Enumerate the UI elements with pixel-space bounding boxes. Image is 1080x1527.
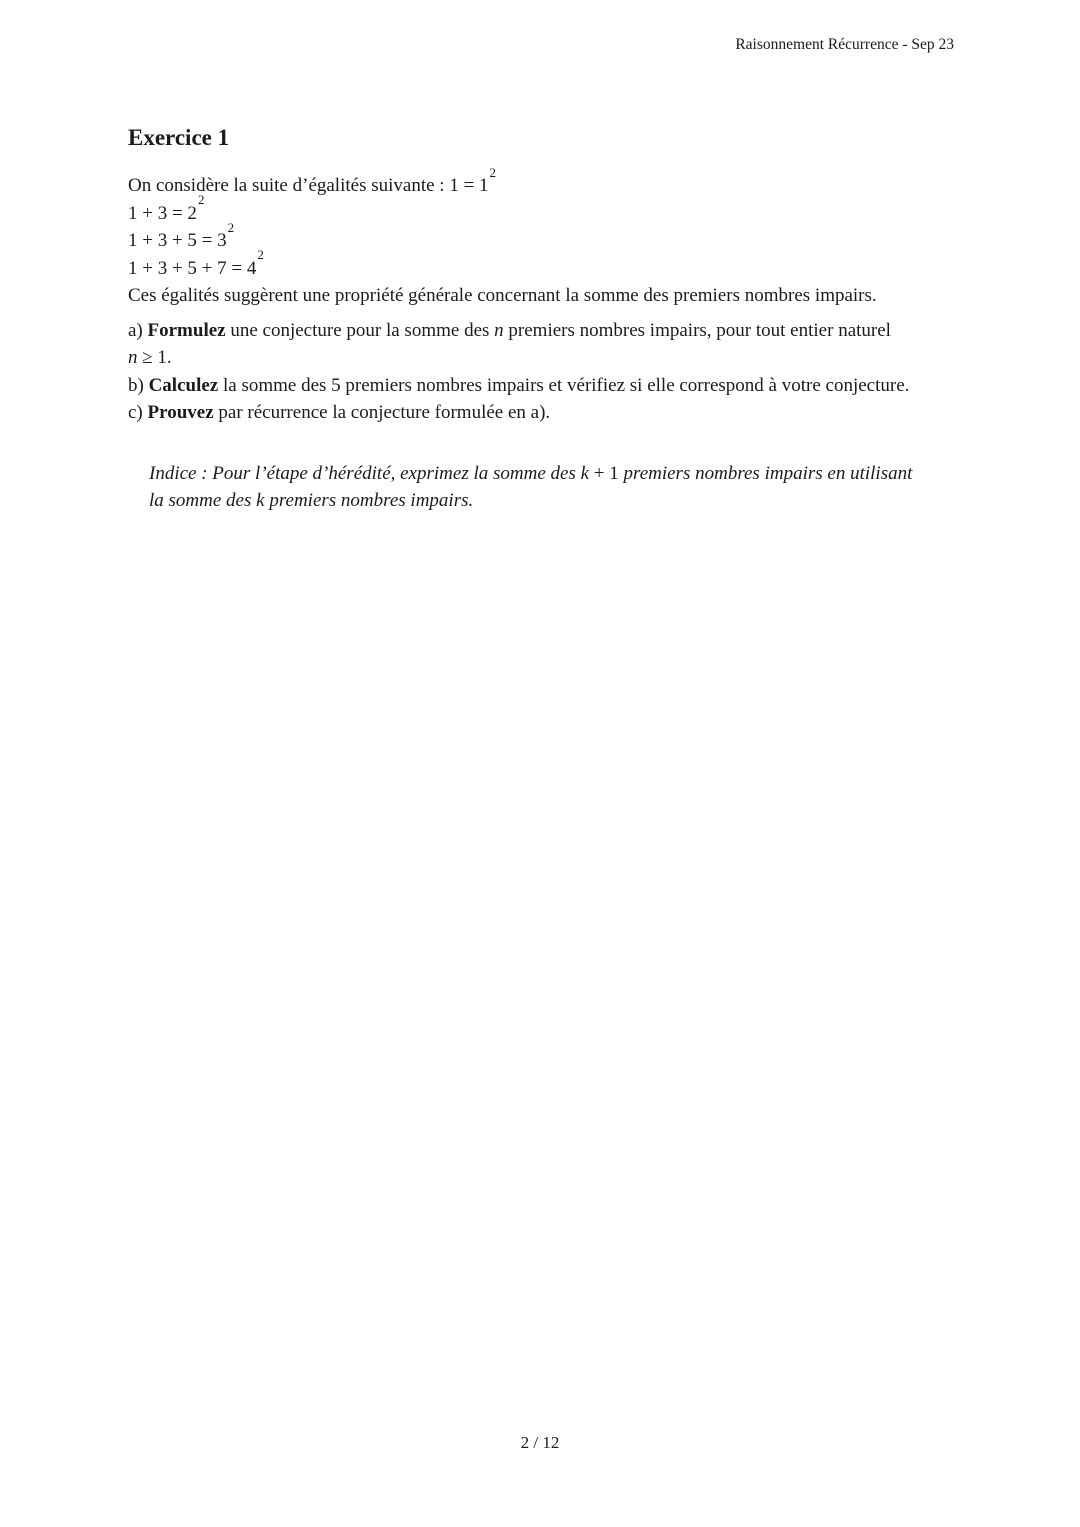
hint-line-2: la somme des k premiers nombres impairs. (149, 490, 474, 511)
math-variable-n: n (494, 319, 504, 341)
page-footer (0, 1433, 1080, 1453)
exercise-title: Exercice 1 (128, 125, 230, 150)
header-text: Raisonnement Récurrence - Sep 23 (735, 36, 954, 53)
question-a-line2: n ≥ 1. (128, 347, 172, 368)
squared-exponent: 2 (197, 192, 205, 208)
hint-line-1: Indice : Pour l’étape d’hérédité, exprimez la somme des k + 1 premiers nombres impairs en utilisant (149, 462, 913, 484)
question-a-label: a) (128, 319, 148, 341)
hint-block (149, 460, 968, 515)
intro-text: On considère la suite d’égalités suivante : (128, 175, 450, 196)
page-header (735, 36, 954, 54)
intro-line (128, 164, 968, 200)
math-variable-k: k (256, 490, 265, 511)
equation-line: $1 + 3 + 5 = 3^2$ (128, 219, 235, 251)
question-c: c) Prouvez par récurrence la conjecture formulée en a). (128, 402, 551, 423)
question-a-verb: Formulez (147, 319, 226, 341)
question-b-verb: Calculez (148, 374, 219, 396)
question-b: b) Calculez la somme des 5 premiers nombres impairs et vérifiez si elle correspond à votre conjecture. (128, 374, 910, 396)
equation-line: $1 + 3 = 2^2$ (128, 192, 205, 224)
question-c-label: c) (128, 402, 148, 423)
question-a-line1: a) Formulez une conjecture pour la somme des n premiers nombres impairs, pour tout entier naturel (128, 319, 891, 341)
squared-exponent: 2 (257, 247, 264, 263)
question-c-verb: Prouvez (147, 402, 214, 423)
math-variable-n: n (128, 347, 138, 368)
squared-exponent: 2 (227, 219, 235, 235)
math-variable-k: k (580, 462, 590, 484)
page-content (128, 124, 968, 515)
footer-page-number: 2 / 12 (520, 1433, 560, 1452)
equation-line: $1 + 3 + 5 + 7 = 4^2$ (128, 247, 264, 279)
observation-text: Ces égalités suggèrent une propriété générale concernant la somme des premiers nombres impairs. (128, 285, 877, 306)
squared-exponent: 2 (489, 164, 497, 180)
question-b-label: b) (128, 374, 149, 396)
questions-block (128, 317, 968, 427)
intro-math: $1 = 1^2$ (449, 164, 497, 196)
